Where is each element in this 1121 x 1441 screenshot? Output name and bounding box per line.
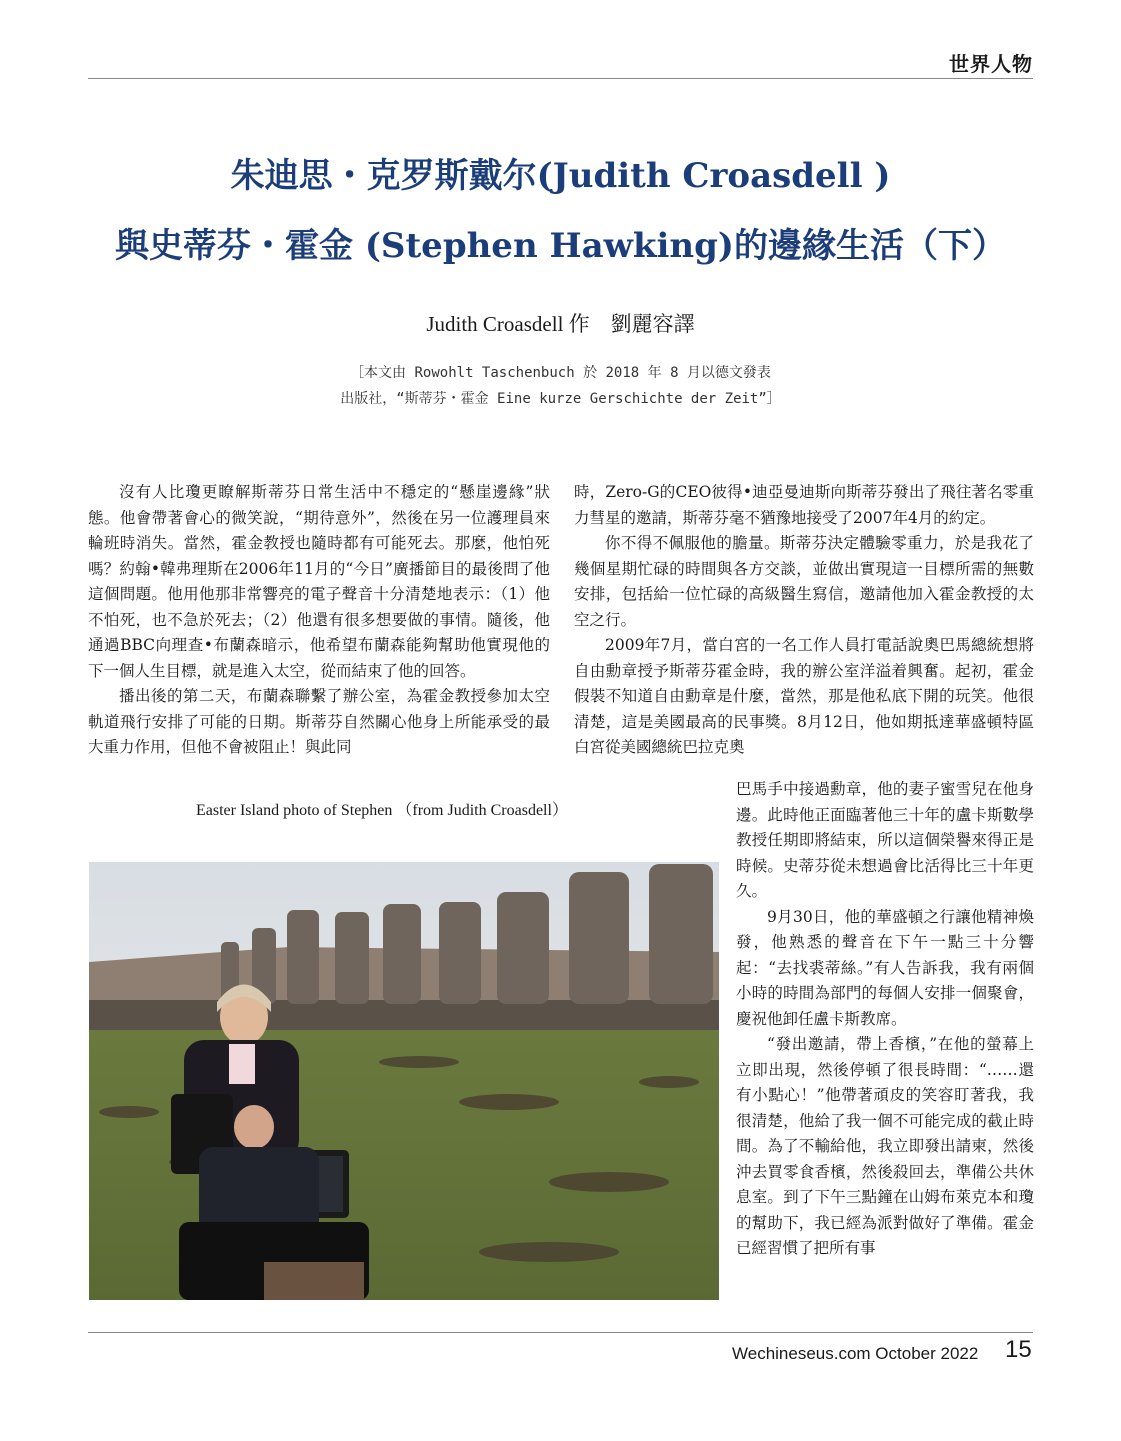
header-rule	[88, 78, 1033, 79]
page-number: 15	[1005, 1336, 1032, 1363]
source-note-line2: 出版社，“斯蒂芬・霍金 Eine kurze Gerschichte der Zeit”］	[340, 391, 781, 407]
footer-rule	[88, 1332, 1033, 1333]
byline: Judith Croasdell 作 劉麗容譯	[426, 312, 695, 336]
paragraph: 巴馬手中接過勳章，他的妻子蜜雪兒在他身邊。此時他正面臨著他三十年的盧卡斯數學教授任期即將結束，所以這個榮譽來得正是時候。史蒂芬從未想過會比活得比三十年更久。	[736, 780, 1034, 900]
body-right-column	[574, 480, 1034, 761]
paragraph: 9月30日，他的華盛頓之行讓他精神煥發，他熟悉的聲音在下午一點三十分響起：“去找裘蒂絲。”有人告訴我，我有兩個小時的時間為部門的每個人安排一個聚會，慶祝他卸任盧卡斯教席。	[736, 907, 1034, 1028]
body-narrow-column	[736, 777, 1034, 1262]
paragraph: 2009年7月，當白宮的一名工作人員打電話說奧巴馬總統想將自由勳章授予斯蒂芬霍金時，我的辦公室洋溢着興奮。起初，霍金假裝不知道自由勳章是什麼，當然，那是他私底下開的玩笑。他很清楚，這是美國最高的民事獎。8月12日，他如期抵達華盛頓特區白宮從美國總統巴拉克奧	[574, 636, 1034, 756]
section-label: 世界人物	[949, 52, 1033, 76]
paragraph: “發出邀請，帶上香檳，”在他的螢幕上立即出現，然後停頓了很長時間：“……還有小點心！”他帶著頑皮的笑容盯著我，我很清楚，他給了我一個不可能完成的截止時間。為了不輸給他，我立即發出請柬，然後沖去買零食香檳，然後殺回去，準備公共休息室。到了下午三點鐘在山姆布萊克本和瓊的幫助下，我已經為派對做好了準備。霍金已經習慣了把所有事	[736, 1035, 1034, 1257]
paragraph: 播出後的第二天，布蘭森聯繫了辦公室，為霍金教授參加太空軌道飛行安排了可能的日期。斯蒂芬自然關心他身上所能承受的最大重力作用，但他不會被阻止！與此同	[88, 687, 550, 756]
paragraph: 沒有人比瓊更瞭解斯蒂芬日常生活中不穩定的“懸崖邊緣”狀態。他會帶著會心的微笑說，“期待意外”，然後在另一位護理員來輪班時消失。當然，霍金教授也隨時都有可能死去。那麼，他怕死嗎？約翰•韓弗理斯在2006年11月的“今日”廣播節目的最後問了他這個問題。他用他那非常響亮的電子聲音十分清楚地表示：（1）他不怕死，也不急於死去；（2）他還有很多想要做的事情。隨後，他通過BBC向理查•布蘭森暗示，他希望布蘭森能夠幫助他實現他的下一個人生目標，就是進入太空，從而結束了他的回答。	[88, 483, 550, 680]
article-title-line1: 朱迪思・克罗斯戴尔(Judith Croasdell )	[230, 156, 891, 196]
source-note-line1: ［本文由 Rowohlt Taschenbuch 於 2018 年 8 月以德文發表	[350, 365, 771, 381]
paragraph: 你不得不佩服他的膽量。斯蒂芬決定體驗零重力，於是我花了幾個星期忙碌的時間與各方交談，並做出實現這一目標所需的無數安排，包括給一位忙碌的高級醫生寫信，邀請他加入霍金教授的太空之行。	[574, 534, 1034, 629]
easter-island-photo	[89, 862, 719, 1300]
photo-caption: Easter Island photo of Stephen （from Judith Croasdell）	[196, 802, 568, 819]
article-title-line2: 與史蒂芬・霍金 (Stephen Hawking)的邊緣生活（下）	[115, 226, 1006, 266]
paragraph: 時，Zero-G的CEO彼得•迪亞曼迪斯向斯蒂芬發出了飛往著名零重力彗星的邀請，斯蒂芬毫不猶豫地接受了2007年4月的約定。	[574, 483, 1034, 527]
body-left-column	[88, 480, 550, 761]
footer-site: Wechineseus.com October 2022	[732, 1344, 979, 1363]
